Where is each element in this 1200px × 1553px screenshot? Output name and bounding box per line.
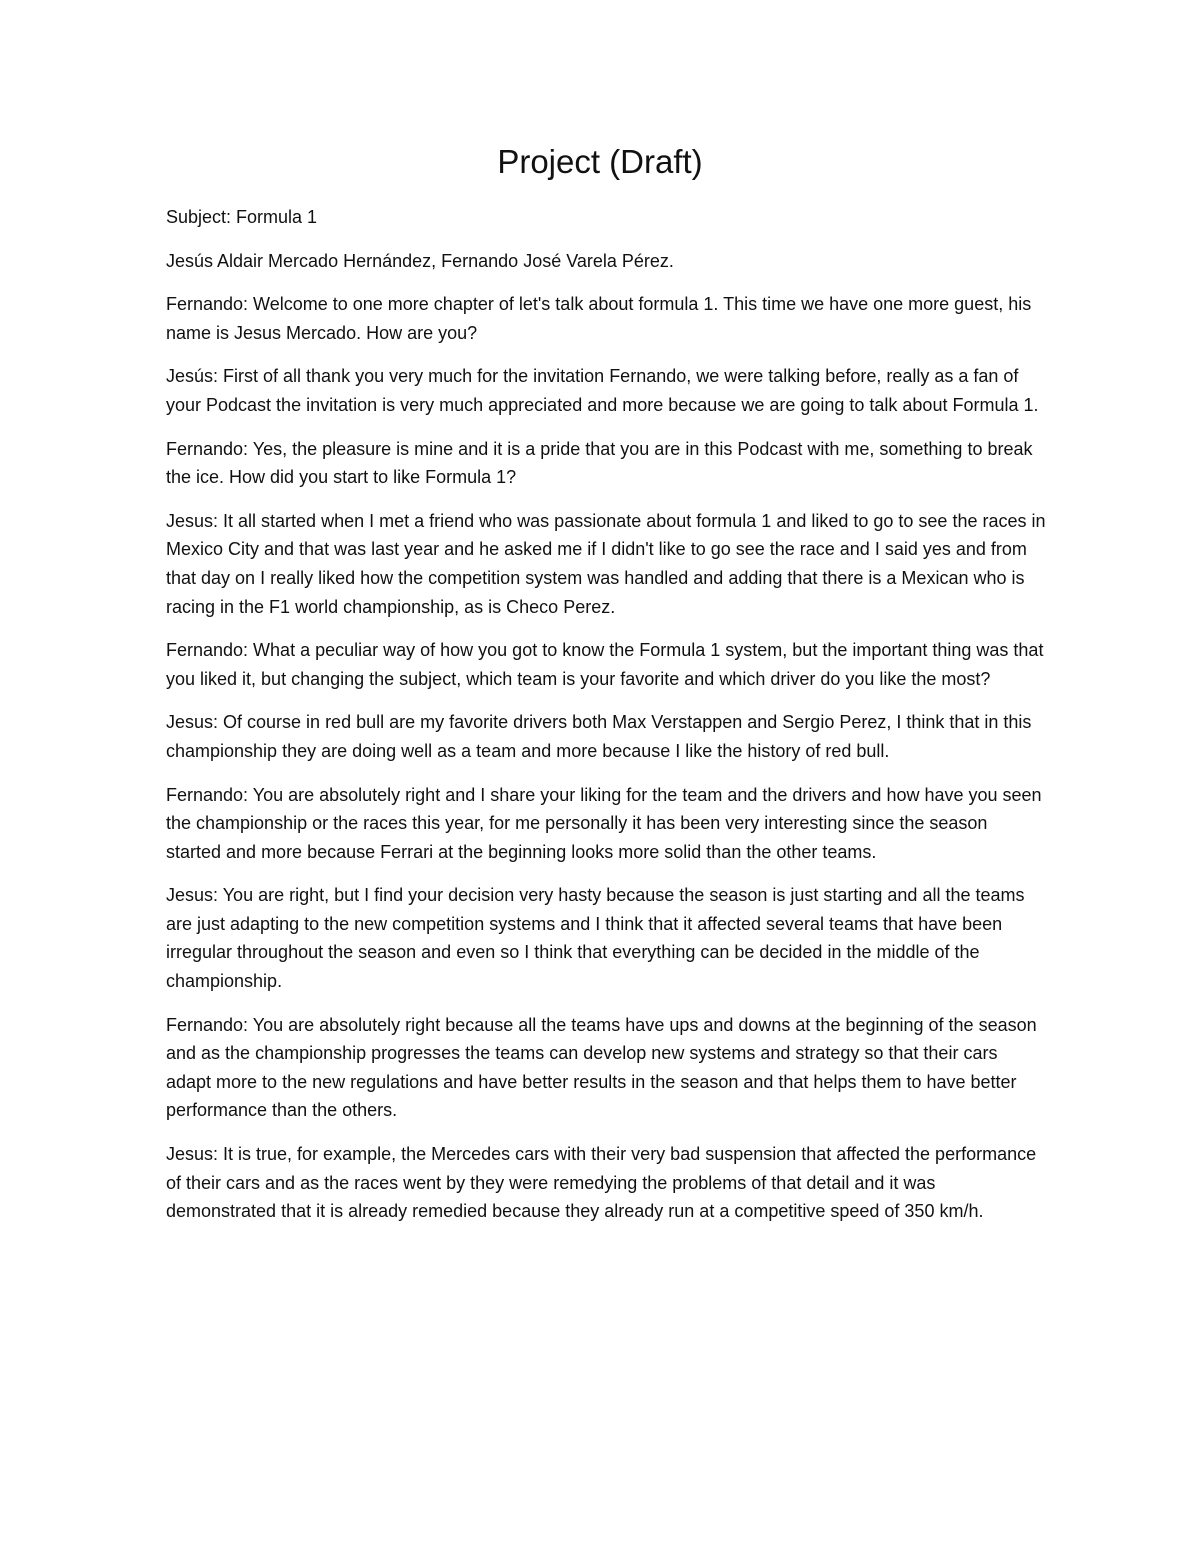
document-body bbox=[166, 203, 1046, 1241]
authors-line: Jesús Aldair Mercado Hernández, Fernando José Varela Pérez. bbox=[166, 250, 674, 271]
dialogue-paragraph: Fernando: What a peculiar way of how you got to know the Formula 1 system, but the important thing was that you liked it, but changing the subject, which team is your favorite and which driver do you like the most? bbox=[166, 640, 1044, 689]
dialogue-paragraph: Jesus: It is true, for example, the Mercedes cars with their very bad suspension that affected the performance of their cars and as the races went by they were remedying the problems of that detail and it was demonstrated that it is already remedied because they already run at a competitive speed of 350 km/h. bbox=[166, 1144, 1037, 1222]
dialogue-paragraph: Fernando: You are absolutely right and I share your liking for the team and the drivers and how have you seen the championship or the races this year, for me personally it has been very interesting since the season started and more because Ferrari at the beginning looks more solid than the other teams. bbox=[166, 784, 1042, 862]
dialogue-paragraph: Jesus: You are right, but I find your decision very hasty because the season is just starting and all the teams are just adapting to the new competition systems and I think that it affected several teams that have been irregular throughout the season and even so I think that everything can be decided in the middle of the championship. bbox=[166, 885, 1025, 992]
dialogue-paragraph: Fernando: You are absolutely right because all the teams have ups and downs at the beginning of the season and as the championship progresses the teams can develop new systems and strategy so that their cars adapt more to the new regulations and have better results in the season and that helps them to have better performance than the others. bbox=[166, 1014, 1037, 1121]
dialogue-paragraph: Fernando: Yes, the pleasure is mine and it is a pride that you are in this Podcast with me, something to break the ice. How did you start to like Formula 1? bbox=[166, 438, 1033, 488]
subject-line: Subject: Formula 1 bbox=[166, 207, 318, 227]
dialogue-paragraph: Fernando: Welcome to one more chapter of let's talk about formula 1. This time we have one more guest, his name is Jesus Mercado. How are you? bbox=[166, 294, 1032, 343]
document-title: Project (Draft) bbox=[497, 143, 703, 180]
dialogue-paragraph: Jesús: First of all thank you very much for the invitation Fernando, we were talking before, really as a fan of your Podcast the invitation is very much appreciated and more because we are going to talk about Formula 1. bbox=[166, 366, 1039, 415]
dialogue-paragraph: Jesus: It all started when I met a friend who was passionate about formula 1 and liked to go to see the races in Mexico City and that was last year and he asked me if I didn't like to go see the race and I said yes and from that day on I really liked how the competition system was handled and adding that there is a Mexican who is racing in the F1 world championship, as is Checo Perez. bbox=[166, 510, 1046, 617]
dialogue-paragraph: Jesus: Of course in red bull are my favorite drivers both Max Verstappen and Sergio Perez, I think that in this championship they are doing well as a team and more because I like the history of red bull. bbox=[166, 712, 1032, 761]
